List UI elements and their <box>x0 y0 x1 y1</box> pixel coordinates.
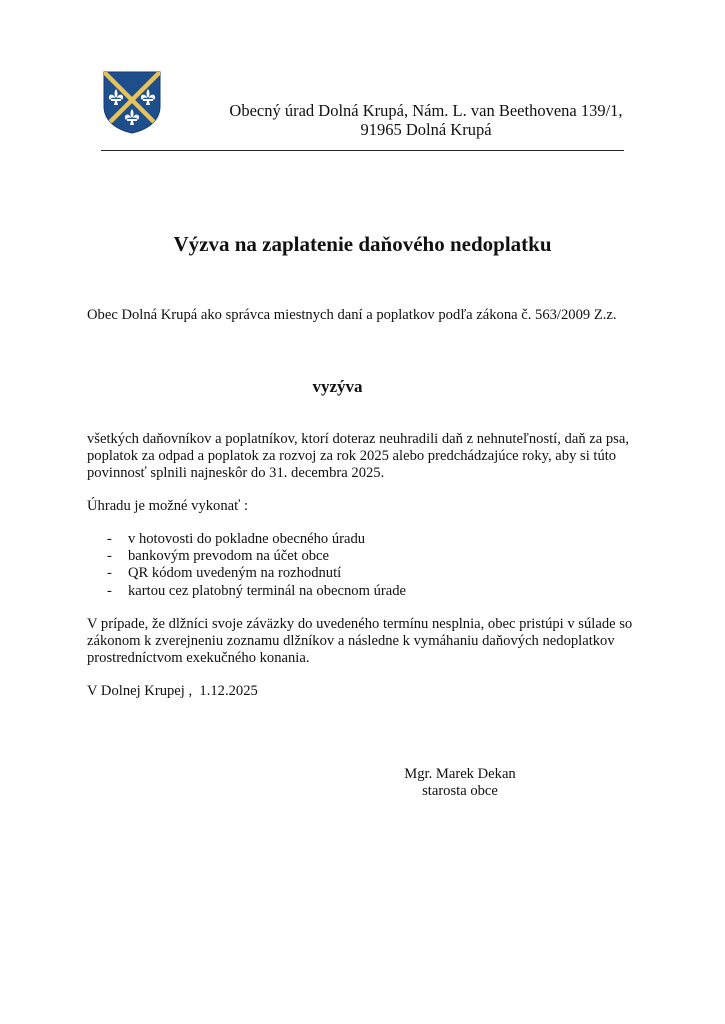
office-address-line1: Obecný úrad Dolná Krupá, Nám. L. van Beethovena 139/1, <box>229 101 623 120</box>
coat-of-arms-icon <box>102 70 162 134</box>
signatory-name: Mgr. Marek Dekan <box>404 766 516 782</box>
dash-bullet: - <box>107 582 112 599</box>
list-item <box>87 548 406 565</box>
list-item <box>87 565 406 582</box>
paragraph-taxpayers: všetkých daňovníkov a poplatníkov, ktorí doteraz neuhradili daň z nehnuteľností, daň za psa, poplatok za odpad a poplatok za rozvoj za rok 2025 alebo predchádzajúce roky, aby si túto povinnosť splnili najneskôr do 31. decembra 2025. <box>87 431 629 482</box>
list-item-text: kartou cez platobný terminál na obecnom úrade <box>128 582 406 599</box>
paragraph-enforcement: V prípade, že dlžníci svoje záväzky do uvedeného termínu nesplnia, obec pristúpi v súlade so zákonom k zverejneniu zoznamu dlžníkov a následne k vymáhaniu daňových nedoplatkov prostredníctvom exekučného konania. <box>87 616 633 667</box>
list-item <box>87 583 406 600</box>
list-item-text: bankovým prevodom na účet obce <box>128 548 330 565</box>
office-address-line2: 91965 Dolná Krupá <box>360 120 492 139</box>
signature-block <box>370 766 550 800</box>
payment-methods-list <box>87 531 406 600</box>
list-item-text: QR kódom uvedeným na rozhodnutí <box>128 565 342 582</box>
intro-text: Obec Dolná Krupá ako správca miestnych daní a poplatkov podľa zákona č. 563/2009 Z.z. <box>87 307 617 323</box>
signatory-role: starosta obce <box>422 783 498 800</box>
place-and-date: V Dolnej Krupej , 1.12.2025 <box>87 683 258 699</box>
payment-intro: Úhradu je možné vykonať : <box>87 498 249 514</box>
header-divider <box>101 150 624 151</box>
list-item <box>87 531 406 548</box>
dash-bullet: - <box>107 531 112 547</box>
document-title: Výzva na zaplatenie daňového nedoplatku <box>173 232 552 256</box>
call-heading: vyzýva <box>312 377 363 396</box>
dash-bullet: - <box>107 565 112 582</box>
dash-bullet: - <box>107 548 112 565</box>
list-item-text: v hotovosti do pokladne obecného úradu <box>128 531 366 547</box>
